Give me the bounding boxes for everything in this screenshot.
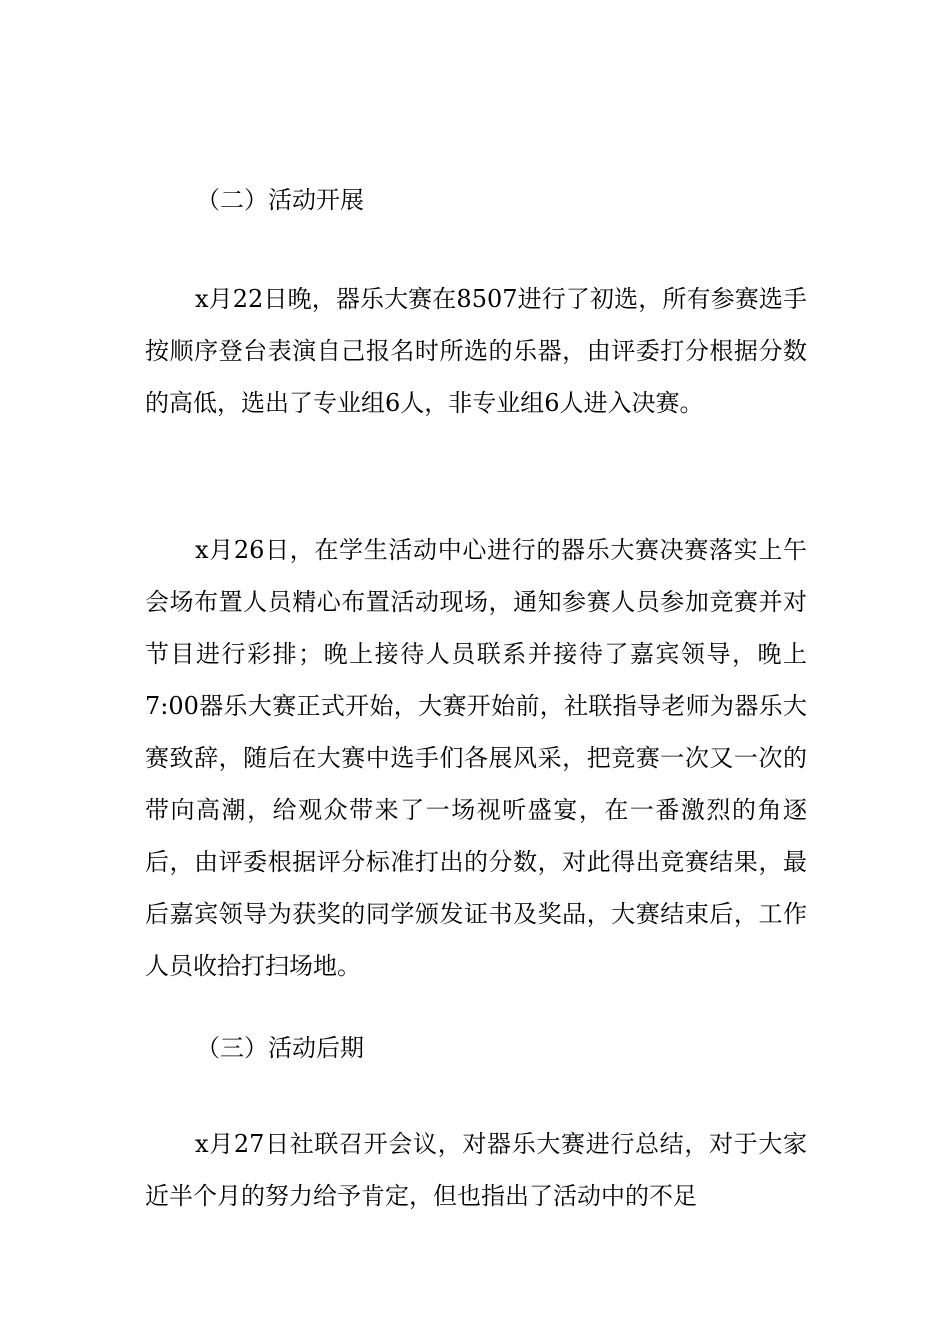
paragraph-preliminary-round: x月22日晚，器乐大赛在8507进行了初选，所有参赛选手按顺序登台表演自己报名时所选的乐器，由评委打分根据分数的高低，选出了专业组6人，非专业组6人进入决赛。 <box>145 285 807 417</box>
section-heading-activity-progress: （二）活动开展 <box>196 186 364 214</box>
section-heading-activity-later-stage: （三）活动后期 <box>196 1034 364 1062</box>
paragraph-final-round: x月26日，在学生活动中心进行的器乐大赛决赛落实上午会场布置人员精心布置活动现场，通知参赛人员参加竞赛并对节目进行彩排；晚上接待人员联系并接待了嘉宾领导，晚上7:00器乐大赛正式开始，大赛开始前，社联指导老师为器乐大赛致辞，随后在大赛中选手们各展风采，把竞赛一次又一次的带向高潮，给观众带来了一场视听盛宴，在一番激烈的角逐后，由评委根据评分标准打出的分数，对此得出竞赛结果，最后嘉宾领导为获奖的同学颁发证书及奖品，大赛结束后，工作人员收拾打扫场地。 <box>145 536 807 980</box>
paragraph-summary-meeting: x月27日社联召开会议，对器乐大赛进行总结，对于大家近半个月的努力给予肯定，但也指出了活动中的不足 <box>145 1130 807 1210</box>
